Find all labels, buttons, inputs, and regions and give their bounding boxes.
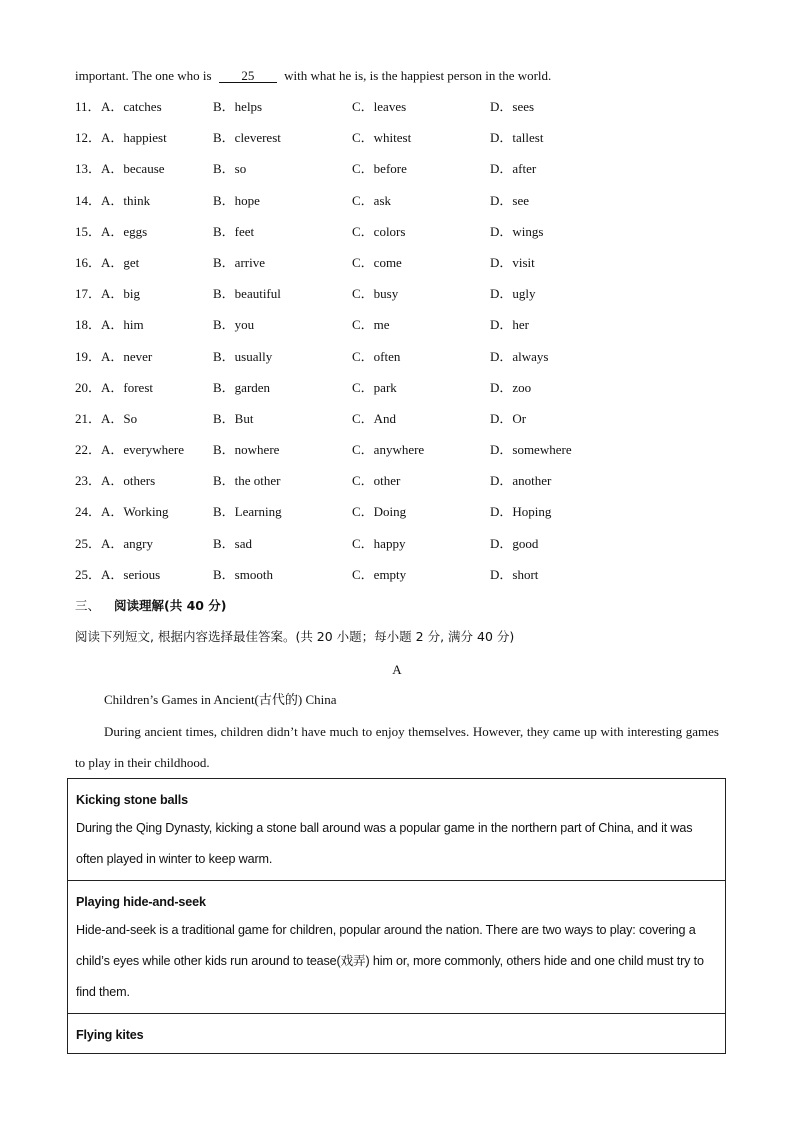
question-number: 16． [75,254,102,270]
option-c: C．colors [352,223,406,239]
option-d: D．zoo [490,379,532,395]
option-c: C．whitest [352,130,412,146]
option-b: B．so [213,161,247,177]
game-title: Kicking stone balls [76,793,188,807]
option-a: A．So [101,410,138,426]
game-text: During the Qing Dynasty, kicking a stone ball around was a popular game in the northern part of China, and it was often played in winter to keep warm. [76,821,693,866]
option-c: C．Doing [352,504,407,520]
option-c: C．busy [352,286,399,302]
option-b: B．Learning [213,504,282,520]
option-d: D．visit [490,254,535,270]
intro-line [75,68,551,84]
question-row [75,160,735,191]
option-d: D．her [490,317,529,333]
option-d: D．tallest [490,130,544,146]
section-instruction: 阅读下列短文, 根据内容选择最佳答案。(共 20 小题；每小题 2 分, 满分 40 分) [75,629,515,644]
option-d: D．short [490,566,539,582]
game-title: Flying kites [76,1028,144,1042]
option-c: C．park [352,379,397,395]
option-a: A．think [101,192,151,208]
question-row [75,472,735,503]
question-number: 22． [75,442,102,458]
option-b: B．feet [213,223,255,239]
option-d: D．another [490,473,552,489]
option-b: B．usually [213,348,273,364]
question-number: 14． [75,192,102,208]
option-c: C．often [352,348,401,364]
option-c: C．other [352,473,401,489]
question-number: 18． [75,317,102,333]
option-b: B．you [213,317,255,333]
option-d: D．wings [490,223,544,239]
game-title: Playing hide-and-seek [76,895,206,909]
question-row [75,254,735,285]
section-number: 三、 [75,598,101,613]
option-a: A．him [101,317,144,333]
passage-intro: During ancient times, children didn’t have much to enjoy themselves. However, they came up with interesting games to play in their childhood. [75,724,719,770]
question-number: 23． [75,473,102,489]
option-c: C．ask [352,192,392,208]
section-title: 阅读理解(共 40 分) [114,598,227,613]
option-c: C．anywhere [352,442,425,458]
question-row [75,129,735,160]
option-d: D．good [490,535,539,551]
option-a: A．never [101,348,153,364]
question-row [75,192,735,223]
blank-25: 25 [219,69,277,83]
question-row [75,223,735,254]
option-c: C．leaves [352,99,407,114]
option-a: A．big [101,286,141,302]
option-d: D．after [490,161,537,177]
question-number: 19． [75,348,102,364]
question-number: 15． [75,223,102,239]
option-b: B．the other [213,473,281,489]
option-c: C．before [352,161,407,177]
option-a: A．angry [101,535,153,551]
option-a: A．get [101,254,140,270]
question-number: 12． [75,130,102,146]
option-d: D．always [490,348,549,364]
question-number: 25． [75,566,102,582]
question-row [75,285,735,316]
option-a: A．happiest [101,130,167,146]
intro-before: important. The one who is [75,68,212,83]
game-hide-and-seek [68,881,725,1014]
question-number: 25． [75,535,102,551]
option-b: B．sad [213,535,253,551]
option-a: A．eggs [101,223,148,239]
option-b: B．cleverest [213,130,281,146]
question-row [75,535,735,566]
question-number: 11． [75,99,101,114]
option-b: B．helps [213,99,263,114]
option-a: A．serious [101,566,161,582]
option-a: A．others [101,473,156,489]
option-b: B．smooth [213,566,273,582]
intro-after: with what he is, is the happiest person in the world. [284,68,552,83]
section-heading [75,598,227,614]
option-c: C．happy [352,535,406,551]
option-a: A．forest [101,379,153,395]
option-d: D．see [490,192,529,208]
passage-title: Children’s Games in Ancient(古代的) China [104,692,337,707]
question-row [75,316,735,347]
option-b: B．garden [213,379,271,395]
question-number: 20． [75,379,102,395]
games-table [67,778,726,1054]
question-number: 24． [75,504,102,520]
question-number: 17． [75,286,102,302]
option-a: A．Working [101,504,169,520]
passage-label: A [392,662,402,677]
question-row [75,566,735,597]
question-row [75,379,735,410]
option-b: B．But [213,410,254,426]
option-a: A．because [101,161,165,177]
option-b: B．nowhere [213,442,280,458]
question-number: 21． [75,410,102,426]
question-row [75,503,735,534]
option-d: D．somewhere [490,442,572,458]
game-text: Hide-and-seek is a traditional game for children, popular around the nation. There are two ways to play: covering a child’s eyes while other kids run around to tease(戏弄) him or, more commonly, others hide and one child must try to find them. [76,923,704,999]
question-row [75,410,735,441]
option-d: D．Hoping [490,504,552,520]
option-c: C．empty [352,566,407,582]
question-row [75,348,735,379]
option-a: A．catches [101,99,162,114]
option-c: C．me [352,317,390,333]
game-kicking-stone-balls [68,779,725,881]
option-d: D．ugly [490,286,536,302]
option-d: D．Or [490,410,527,426]
option-b: B．arrive [213,254,265,270]
option-b: B．beautiful [213,286,281,302]
option-a: A．everywhere [101,442,185,458]
question-options-list [75,98,735,597]
option-d: D．sees [490,99,535,114]
question-number: 13． [75,161,102,177]
option-c: C．And [352,410,397,426]
game-flying-kites [68,1014,725,1053]
option-c: C．come [352,254,402,270]
option-b: B．hope [213,192,260,208]
question-row [75,98,735,129]
question-row [75,441,735,472]
